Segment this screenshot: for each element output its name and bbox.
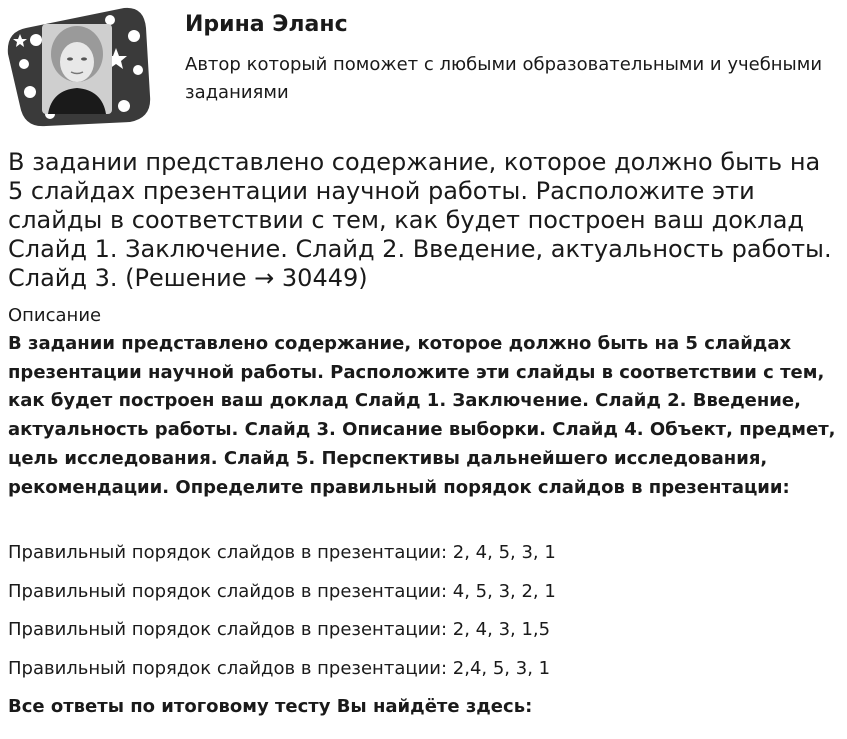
answer-option: Правильный порядок слайдов в презентации: 2, 4, 3, 1,5 [8,619,551,640]
answer-option: Правильный порядок слайдов в презентации: 2,4, 5, 3, 1 [8,658,551,679]
description-label: Описание [8,305,102,326]
question-title: В задании представлено содержание, которое должно быть на 5 слайдах презентации научной работы. Расположите эти слайды в соответствии с тем, как будет построен ваш доклад Слайд 1. Заключение. Слайд 2. Введение, актуальность работы. Слайд 3. (Решение → 30449) [8,148,832,292]
author-bio: Автор который поможет с любыми образовательными и учебными заданиями [185,54,823,103]
description-text: В задании представлено содержание, которое должно быть на 5 слайдах презентации научной работы. Расположите эти слайды в соответствии с тем, как будет построен ваш доклад Слайд 1. Заключение. Слайд 2. Введение, актуальность работы. Слайд 3. Описание выборки. Слайд 4. Объект, предмет, цель исследования. Слайд 5. Перспективы дальнейшего исследования, рекомендации. Определите правильный порядок слайдов в презентации: [8,333,836,498]
answer-option: Правильный порядок слайдов в презентации: 2, 4, 5, 3, 1 [8,542,556,563]
footer-text: Все ответы по итоговому тесту Вы найдёте здесь: [8,696,533,717]
answer-option: Правильный порядок слайдов в презентации: 4, 5, 3, 2, 1 [8,581,556,602]
author-name[interactable]: Ирина Эланс [185,12,348,37]
author-card [0,0,847,135]
author-avatar[interactable] [6,6,152,128]
